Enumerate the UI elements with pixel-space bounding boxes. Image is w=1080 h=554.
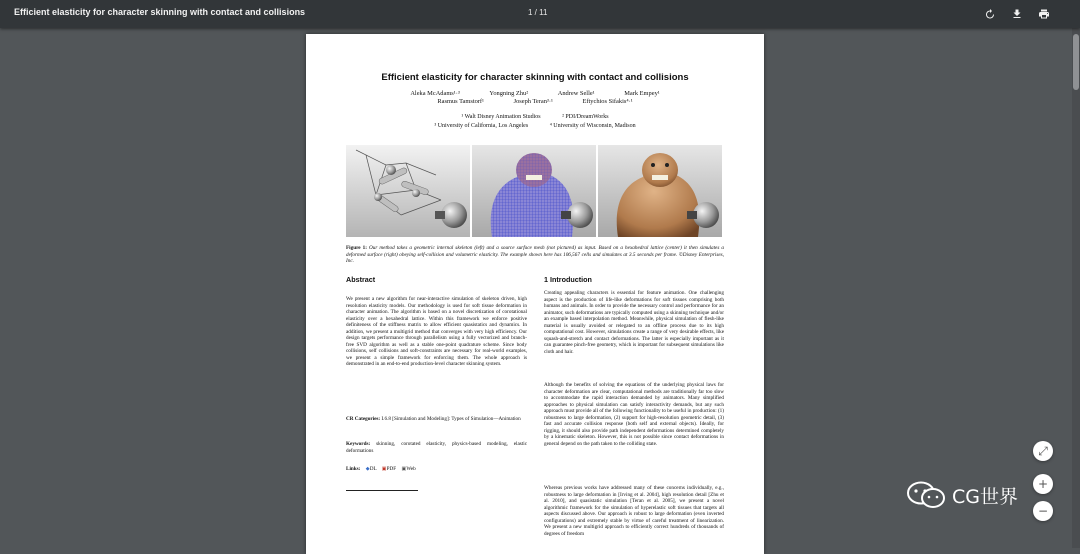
intro-paragraph-1: Creating appealing characters is essential for feature animation. One challenging aspect is the production of life-like deformations for soft tissues comprising both humans and animals. In order to provide the necessary control and performance for an animator, such deformations are typically computed using a skinning technique and/or an example based interpolation method. Meanwhile, physical simulation of flesh-like material is usually avoided or relegated to an offline process due to its high computational cost. However, simulations create a range of very desirable effects, like squash-and-stretch and contact deformations. The latter is especially important as it can guarantee pinch-free geometry, which is important for subsequent simulations like cloth and hair. [544,290,724,355]
links [346,466,527,473]
author: Aleka McAdams¹·³ [410,90,460,97]
zoom-in-button[interactable]: + [1033,474,1053,494]
figure-caption [346,245,724,265]
author: Mark Empey¹ [624,90,660,97]
watermark-text: CG世界 [952,485,1018,508]
author: Joseph Teran³·¹ [513,98,553,105]
affiliation: ³ University of California, Los Angeles [434,123,529,129]
author: Eftychios Sifakis⁴·¹ [582,98,633,105]
cr-categories [346,416,527,423]
scrollbar-thumb[interactable] [1073,34,1079,90]
author: Rasmus Tamstorf¹ [437,98,484,105]
abstract-text: We present a new algorithm for near-interactive simulation of skeleton driven, high resolution elasticity models. Our methodology is used for soft tissue deformation in character animation. The algorithm is based on a novel discretization of corotational elasticity over a hexahedral lattice. Within this framework we enforce positive definiteness of the stiffness matrix to allow efficient quasistatics and dynamics. In addition, we present a multigrid method that converges with very high efficiency. Our design targets performance through parallelism using a fully vectorized and branch-free SVD algorithm as well as a stable one-point quadrature scheme. Since body collisions, self collisions and soft-constraints are necessary for real-world examples, we present a simple framework for enforcing them. The whole approach is demonstrated in an end-to-end production-level character skinning system. [346,296,527,367]
print-button[interactable] [1036,6,1052,22]
link-dl[interactable]: DL [369,466,377,472]
figure-deformed-panel [598,145,722,237]
keywords [346,441,527,454]
rotate-button[interactable] [982,6,998,22]
paper-title: Efficient elasticity for character skinning with contact and collisions [381,72,689,83]
link-pdf[interactable]: PDF [386,466,397,472]
watermark [906,481,1018,509]
download-icon [1011,8,1023,20]
authors-row-1 [306,90,764,98]
affiliation: ⁴ University of Wisconsin, Madison [549,123,636,129]
figure-skeleton-panel [346,145,470,237]
authors-row-2 [306,98,764,106]
abstract-heading: Abstract [346,275,376,284]
download-button[interactable] [1009,6,1025,22]
zoom-out-button[interactable]: − [1033,501,1053,521]
print-icon [1038,8,1050,20]
fit-page-button[interactable]: ⤢ [1033,441,1053,461]
wechat-icon [906,481,946,509]
intro-paragraph-3: Whereas previous works have addressed many of these concerns individually, e.g., robustness to large deformation in [Irving et al. 2004], high resolution detail [Zhu et al. 2010], and quasistatic simulation [Teran et al. 2005], we present a novel algorithmic framework for the simulation of hyperelastic soft tissues that targets all aspects discussed above. Our approach is robust to large deformation (even inverted configurations) and extremely stable by virtue of careful treatment of linearization. We present a new multigrid approach to efficiently correct hundreds of thousands of degrees of freedom [544,485,724,537]
author: Yongning Zhu² [489,90,529,97]
keywords-text: skinning, corotated elasticity, physics-based modeling, elastic deformations [346,441,527,454]
pdf-link-icon: ▣ [381,466,387,472]
footnote-rule [346,490,418,491]
figure-lattice-panel [472,145,596,237]
pdf-page [306,34,764,554]
cr-label: CR Categories: [346,416,381,422]
links-label: Links: [346,466,361,472]
affiliations-row-2 [306,122,764,130]
viewer-toolbar [0,0,1080,28]
web-link-icon: ▣ [401,466,407,472]
keywords-label: Keywords: [346,441,371,447]
intro-paragraph-2: Although the benefits of solving the equations of the underlying physical laws for character deformation are clear, computational methods are traditionally far too slow to accommodate the rapid interaction demanded by animators. Many simplified approaches to physical simulation can satisfy interactivity demands, but any such approach must provide all of the following functionality to be useful in production: (1) robustness to large deformation, (2) support for high-resolution geometric detail, (3) fast and accurate collision response (both self and external objects). Ideally, for rigging, it should also provide path independent deformations determined completely by a kinematic skeleton. However, this is not possible since contact deformations in general depend on the path taken to the colliding state. [544,382,724,447]
document-title: Efficient elasticity for character skinning with contact and collisions [14,7,306,17]
cr-text: I.6.8 [Simulation and Modeling]: Types of Simulation—Animation [381,416,521,422]
author: Andrew Selle¹ [557,90,595,97]
link-web[interactable]: Web [406,466,416,472]
introduction-heading: 1 Introduction [544,275,592,284]
page-indicator: 1 / 11 [528,8,548,17]
vertical-scrollbar[interactable] [1072,28,1080,548]
affiliations-row-1 [306,113,764,121]
dl-link-icon: ◆ [365,466,370,472]
affiliation: ² PDI/DreamWorks [562,114,609,120]
affiliation: ¹ Walt Disney Animation Studios [461,114,541,120]
rotate-icon [984,8,996,20]
figure-caption-text: Our method takes a geometric internal skeleton (left) and a source surface mesh (not pictured) as input. Based on a hexahedral lattice (center) it then simulates a deformed surface (right) obeying self-collision and volumetric elasticity. The example shown here has 106,567 cells and simulates at 3.5 seconds per frame. ©Disney Enterprises, Inc. [346,245,725,265]
figure-caption-label: Figure 1: [346,245,367,251]
